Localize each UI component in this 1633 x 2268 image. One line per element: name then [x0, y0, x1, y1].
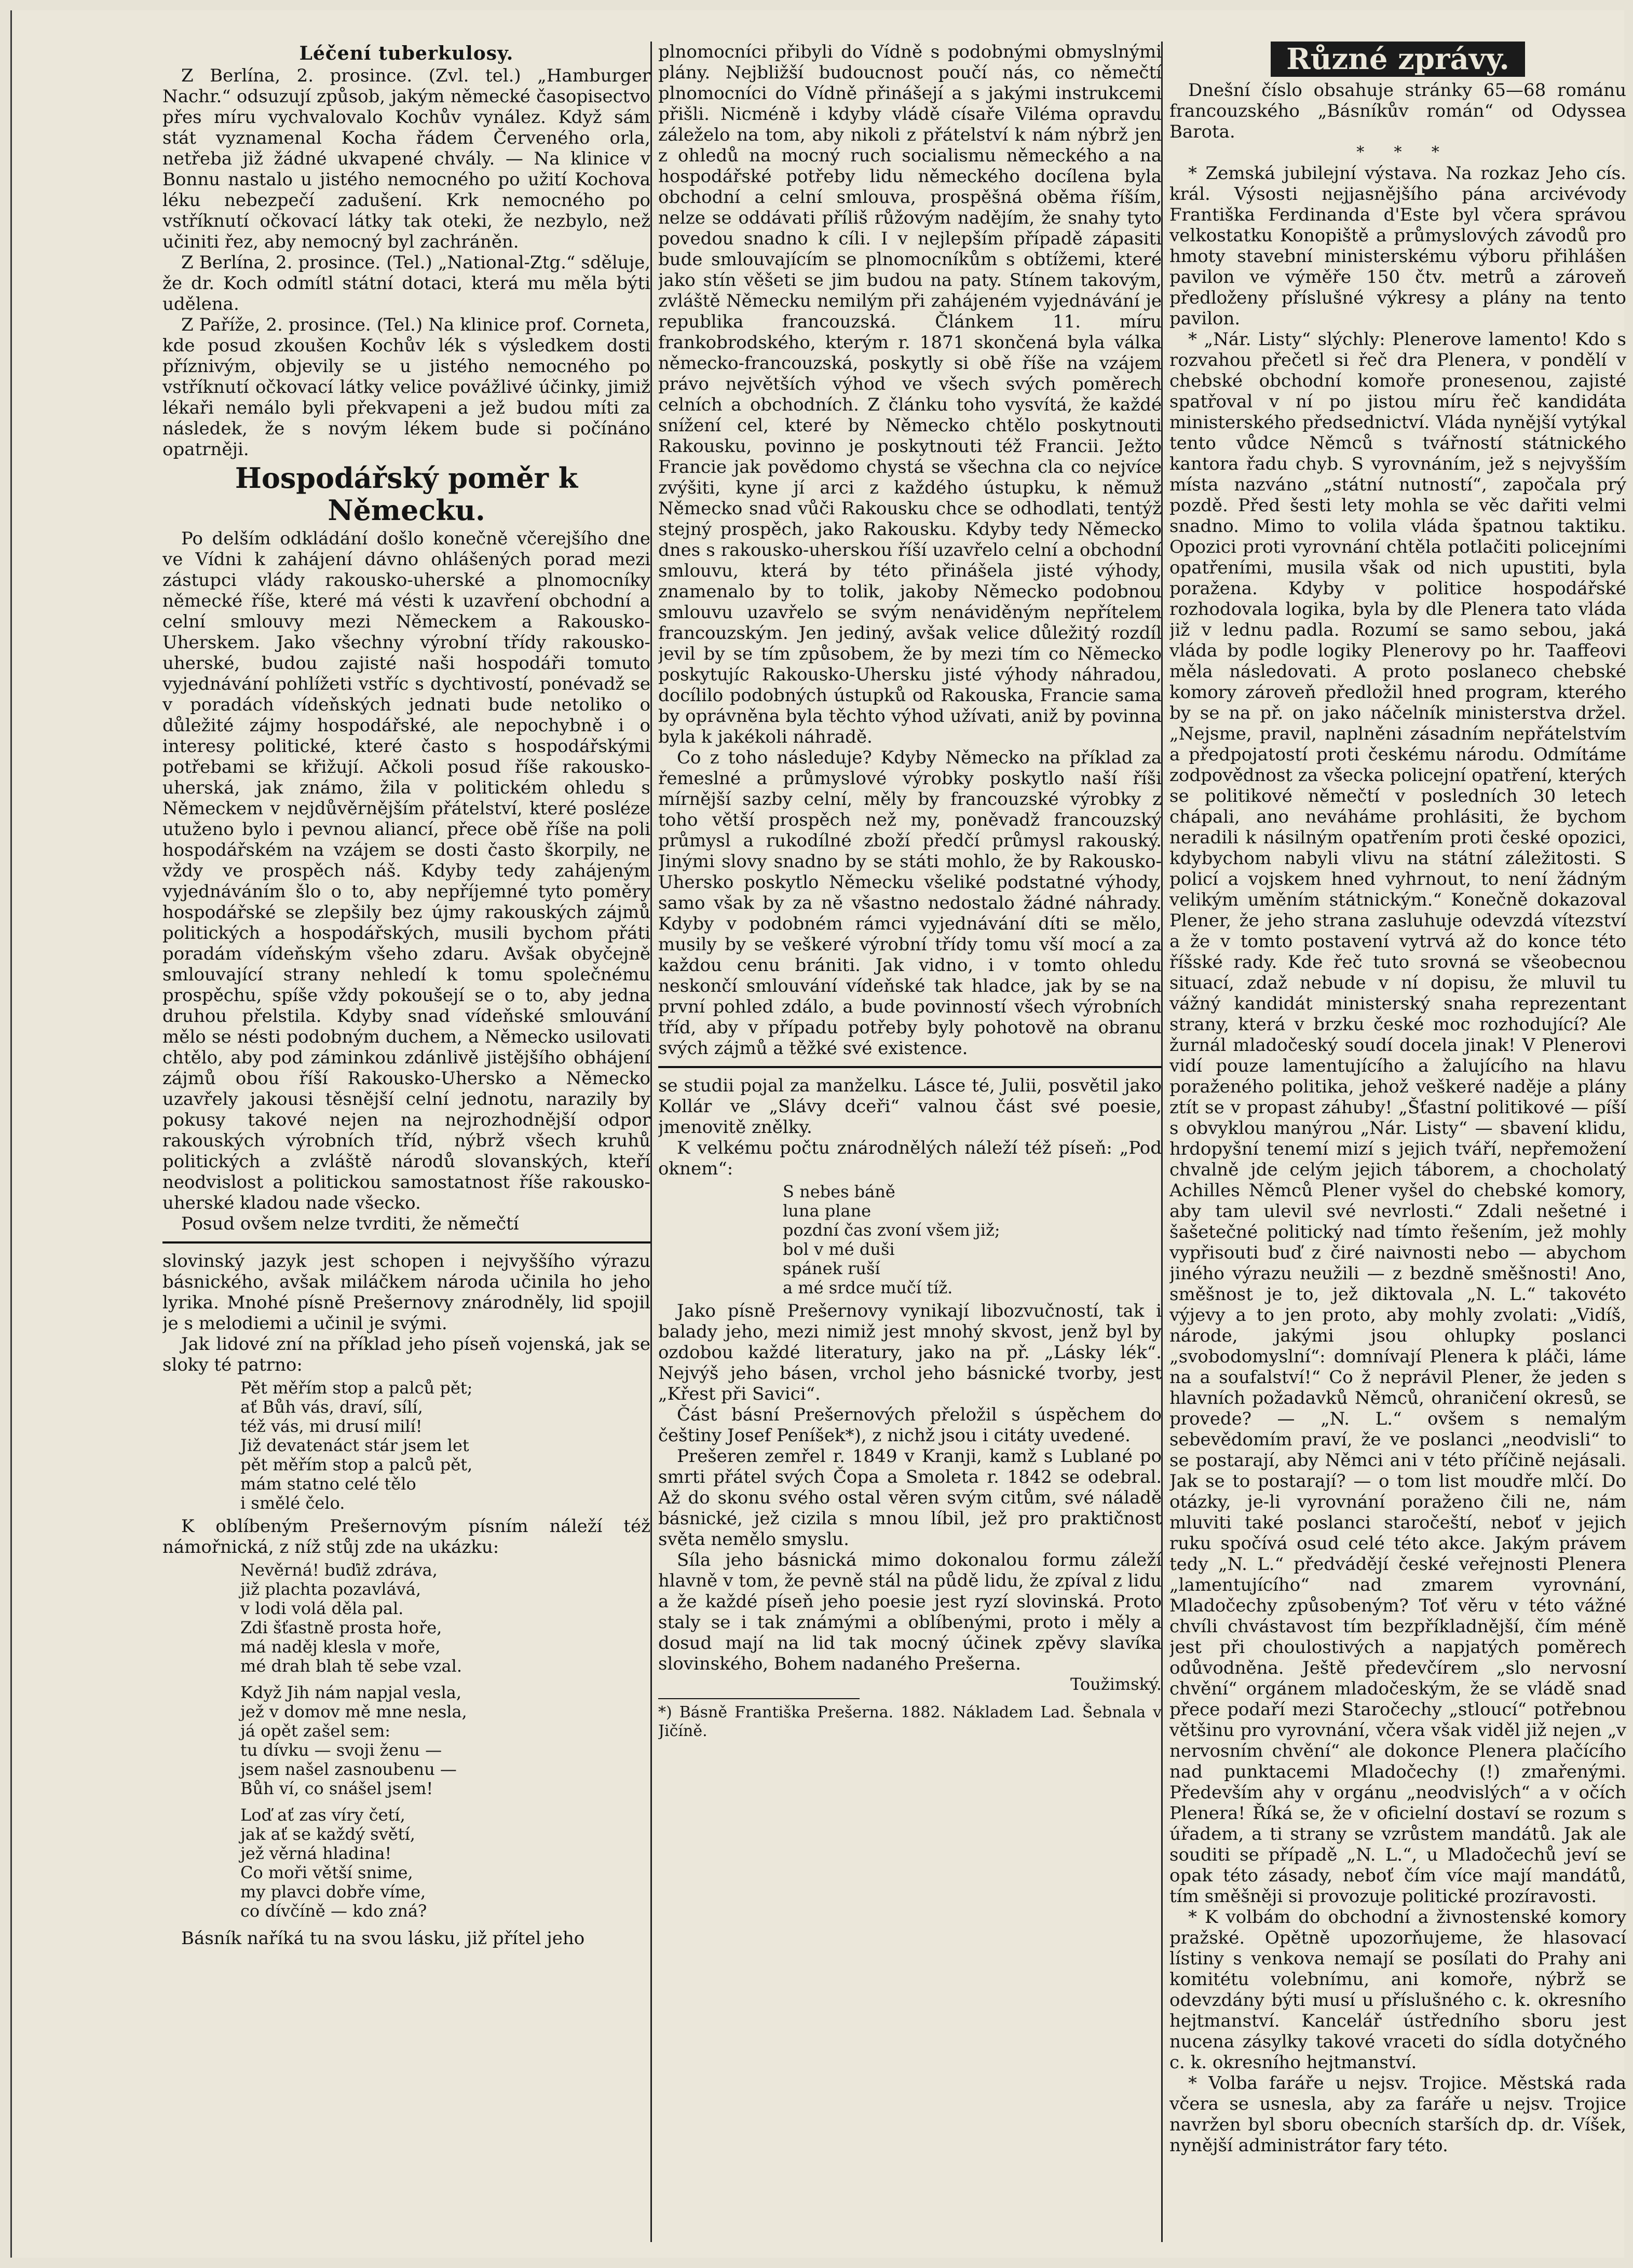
poem-line: pozdní čas zvoní všem již;: [783, 1220, 1000, 1240]
poem-line: Zdi šťastně prosta hoře,: [240, 1618, 442, 1637]
poem-line: již plachta pozavlává,: [240, 1579, 421, 1599]
heading-razne-zpravy-block: [1169, 42, 1626, 77]
article-paragraph: se studii pojal za manželku. Lásce té, Julii, posvětil jako Kollár ve „Slávy dceři“ valnou část své poesie, jmenovitě znělky.: [658, 1075, 1162, 1138]
article-paragraph: Z Berlína, 2. prosince. (Tel.) „National-Ztg.“ sděluje, že dr. Koch odmítl státní dotaci, která mu měla býti udělena.: [162, 252, 650, 315]
poem-line: Bůh ví, co snášel jsem!: [240, 1779, 433, 1798]
section-rule: [162, 1241, 650, 1244]
news-item: * K volbám do obchodní a živnostenské komory pražské. Opětně upozorňujeme, že hlasovací lístiny s venkova nemají se posílati do Prahy ani komitétu volebnímu, ani komoře, nýbrž se odevzdány býti musí u příslušného c. k. okresního hejtmanství. Kancelář ústředního sboru jest nucena zásylky takové vraceti do sídla dotyčného c. k. okresního hejtmanství.: [1169, 1907, 1626, 2073]
poem-line: Pět měřím stop a palců pět;: [240, 1378, 473, 1398]
news-item: * Zemská jubilejní výstava. Na rozkaz Jeho cís. král. Výsosti nejjasnějšího pána arcivévody Františka Ferdinanda d'Este byl včera správou velkostatku Konopiště a průmyslových závodů pro hmoty stavební ministerskému výboru přihlášen pavilon ve výměře 150 čtv. metrů a zároveň předloženy příslušné výkresy a plány na tento pavilon.: [1169, 163, 1626, 329]
poem-line: mé drah blah tě sebe vzal.: [240, 1656, 462, 1676]
author-signature: Toužimský.: [1070, 1674, 1162, 1694]
article-paragraph: K velkému počtu znárodnělých náleží též píseň: „Pod oknem“:: [658, 1138, 1162, 1179]
poem-line: mám statno celé tělo: [240, 1474, 416, 1494]
footnote: *) Básně Františka Prešerna. 1882. Nákladem Lad. Šebnala v Jičíně.: [658, 1703, 1162, 1740]
column-right: [1169, 42, 1626, 2247]
article-paragraph: Posud ovšem nelze tvrditi, že němečtí: [181, 1213, 519, 1234]
poem-line: pět měřím stop a palců pět,: [240, 1455, 473, 1474]
article-paragraph: Část básní Prešernových přeložil s úspěchem do češtiny Josef Peníšek*), z nichž jsou i citáty uvedené.: [658, 1404, 1162, 1446]
poem-line: jež věrná hladina!: [240, 1843, 392, 1863]
poem-line: my plavci dobře víme,: [240, 1882, 426, 1902]
poem-line: co dívčíně — kdo zná?: [240, 1901, 427, 1921]
news-item: * „Nár. Listy“ slýchly: Plenerove lamento! Kdo s rozvahou přečetl si řeč dra Plenera, v pondělí v chebské obchodní komoře pronesenou, zajisté spatřoval v ní po jistou míru řeč kandidáta ministerského předsednictví. Vláda nynější vytýkal tento vůdce Němců s tvářností státnického kantora řadu chyb. S vyrovnáním, jež s nejvyšším místa nazváno „státní nutností“, započala prý pozdě. Před šesti lety mohla se věc dařiti velmi snadno. Mimo to volila vláda špatnou taktiku. Opozici proti vyrovnání chtěla potlačiti policejními opatřeními, musila však od nich upustiti, byla poražena. Kdyby v politice hospodářské rozhodovala logika, byla by dle Plenera tato vláda již v lednu padla. Rozumí se samo sebou, jaká vláda by podle logiky Plenerovy po hr. Taaffeovi měla následovati. A proto poslaneco chebské komory zároveň předložil hned program, kterého by se na př. on jako náčelník ministerstva držel. „Nejsme, pravil, naplněni zásadním nepřátelstvím a předpojatostí proti českému národu. Odmítáme zodpovědnost za všecka policejní opatření, kterých se politikové němečtí v posledních 30 letech chápali, ano neváháme prohlásiti, že bychom neradili k násilným opatřením proti české opozici, kdybychom nabyli vlivu na státní záležitosti. S policí a vojskem hned vyhrnout, to není žádným velikým uměním státnickým.“ Konečně dokazoval Plener, že jeho strana zasluhuje odevzdá vítezství a že v tomto postavení vytrvá až do konce této říšské rady. Kde řeč tuto srovná se všeobecnou situací, zdaž nebude v ní dopisu, že mluvil tu vážný kandidát ministerský snaha reprezentant strany, která v brzku české moc rozhodující? Ale žurnál mladočeský soudí docela jinak! V Plenerovi vidí pouze lamentujícího a žalujícího na hlavu poraženého politika, jehož veškeré naděje a plány ztít se v propast záhuby! „Šťastní politikové — píší s obvyklou manýrou „Nár. Listy“ — sbavení klidu, hrdopyšní tenemí mizí s jejich tváří, nepřemožení chvalně jde celým jejich táborem, a chocholatý Achilles Němců Plener vyšel do chebské komory, aby tam ulevil své nevrlosti.“ Zdali nešetné i šašetečné politický nad tímto řešením, jež mohly vypřisouti buď z čiré naivnosti nebo — abychom jiného výrazu neužili — z bezdně směšnosti! Ano, směšnost je to, jež diktovala „N. L.“ takovéto výjevy a to jen proto, aby mohly zvolati: „Vidíš, národe, jakými jsou ohlupky poslanci „svobodomyslní“: domnívají Plenera k pláči, láme na a soufalství!“ Co ž neprávil Plener, že jeden s hlavních požadavků Němců, ohraničení okresů, se provede? — „N. L.“ ovšem s nemalým sebevědomím praví, že ve poslanci „neodvisli“ to se postarají, aby Němci ani v této příčině nejásali. Jak se to postarají? — o tom list moudře mlčí. Do otázky, je-li vyrovnání poraženo čili ne, nám mluviti také poslanci staročeští, neboť v jejich ruku spočívá osud celé této akce. Jakým právem tedy „N. L.“ předvádějí české veřejnosti Plenera „lamentujícího“ nad zmarem vyrovnání, Mladočechy způsobeným? Toť věru v této vážné chvíli chvástavost tím bezpříkladnější, čím méně jest při choulostivých a napjatých poměrech odůvodněna. Ještě předevčírem „slo nervosní chvění“ orgánem mladočeským, že se vládě snad přece podaří mezi Staročechy „stloucí“ potřebnou většinu pro vyrovnání, včera však viděl již nejen „v nervosním chvění“ ale dokonce Plenera plačícího nad punktacemi Mladočechy (!) zmařenými. Především ahy v orgánu „neodvislých“ a v očích Plenera! Říká se, že v oficielní dostaví se rozum s úřadem, a ti strany se vzrůstem mandátů. Jak ale souditi se případě „N. L.“, u Mladočechů jeví se opak této zásady, neboť čím více mají mandátů, tím směšněji si provozuje politické prozíravosti.: [1169, 329, 1626, 1907]
poem-line: Loď ať zas víry četí,: [240, 1805, 405, 1825]
poem-line: jsem našel zasnoubenu —: [240, 1759, 457, 1779]
article-paragraph: Jak lidové zní na příklad jeho píseň vojenská, jak se sloky té patrno:: [162, 1334, 650, 1375]
poem-vojenska: [240, 1378, 650, 1513]
section-rule: [658, 1066, 1162, 1068]
poem-line: bol v mé duši: [783, 1239, 895, 1259]
poem-line: Co moři větší snime,: [240, 1863, 413, 1882]
article-paragraph: Básník naříká tu na svou lásku, již přítel jeho: [181, 1928, 585, 1949]
article-paragraph: Co z toho následuje? Kdyby Německo na příklad za řemeslné a průmyslové výrobky poskytlo naší říši mírnější sazby celní, měly by francouzské výrobky z toho větší prospěch než my, poněvadž francouzský průmysl a rukodílné zboží předčí průmysl rakouský. Jinými slovy snadno by se státi mohlo, že by Rakousko-Uhersko poskytlo Německu všeliké podstatné výhody, samo však by za ně všastno nedostalo žádné náhrady. Kdyby v podobném rámci vyjednávání díti se mělo, musily by se veškeré výrobní třídy tomu vší mocí a za každou cenu brániti. Jak vidno, i v tomto ohledu neskončí smlouvání vídeňské tak hladce, jak by se na první pohled zdálo, a bude povinností všech výrobních tříd, aby v případu potřeby byly pohotově na obranu svých zájmů a těžké své existence.: [658, 747, 1162, 1059]
article-paragraph: plnomocníci přibyli do Vídně s podobnými obmyslnými plány. Nejbližší budoucnost poučí nás, co němečtí plnomocníci do Vídně přinášejí a s jakými instrukcemi přišli. Nicméně i kdyby vládě císaře Viléma opravdu záleželo na tom, aby nikoli z přátelství k nám nýbrž jen z ohledů na mocný ruch socialismu německého a na hospodářské potřeby lidu německého docílena byla obchodní a celní smlouva, prospěšná oběma říším, nelze se oddávati příliš růžovým nadějím, že snahy tyto povedou snadno k cíli. I v nejlepším případě zápasiti bude smlouvajícím se plnomocníkům s obtížemi, které jako stín věšeti se jim budou na paty. Stínem takovým, zvláště Německu nemilým při zahájeném vyjednávání je republika francouzská. Článkem 11. míru frankobrodského, kterým r. 1871 skončená byla válka německo-francouzská, poskytly si obě říše na vzájem právo největších výhod ve všech svých poměrech celních a obchodních. Z článku toho vysvítá, že každé snížení cel, které by Německo chtělo poskytnouti Rakousku, povinno je poskytnouti též Francii. Ježto Francie jak povědomo chystá se všechna cla co nejvíce zvýšiti, kyne jí arci z každého ústupku, k němuž Německo snad vůči Rakousku chce se odhodlati, tentýž stejný prospěch, jako Rakousku. Kdyby tedy Německo dnes s rakousko-uherskou říší uzavřelo celní a obchodní smlouvu, která by této přinášela jisté výhody, znamenalo by to tolik, jakoby Německo podobnou smlouvu uzavřelo se svým nenáviděným nepřítelem francouzským. Jen jediný, avšak velice důležitý rozdíl jevil by se tím způsobem, že by mezi tím co Německo poskytujíc Rakousko-Uhersku jisté výhody náhradou, docílilo podobných ústupků od Rakouska, Francie sama by oprávněna byla těchto výhod užívati, aniž by povinna byla k jakékoli náhradě.: [658, 42, 1162, 747]
poem-line: tu dívku — svoji ženu —: [240, 1740, 442, 1760]
article-paragraph: Z Berlína, 2. prosince. (Zvl. tel.) „Hamburger Nachr.“ odsuzují způsob, jakým německé časopisectvo přes míru vychvalovalo Kochův vynález. Když sám stát vyznamenal Kocha řádem Červeného orla, netřeba již žádné ukvapené chvály. — Na klinice v Bonnu nastalo u jistého nemocného po užití Kochova léku nebezpečí zadušení. Krk nemocného po vstříknutí očkovací látky tak oteki, že nezbylo, než učiniti řez, aby nemocný byl zachráněn.: [162, 65, 650, 252]
poem-line: luna plane: [783, 1201, 872, 1221]
poem-pod-oknem: [783, 1182, 1162, 1297]
article-paragraph: Jako písně Prešernovy vynikají libozvučností, tak i balady jeho, mezi nimiž jest mnohý skvost, jenž byl by ozdobou každé literatury, jako na př. „Lásky lék“. Nejvýš jeho básen, vrchol jeho básnické tvorby, jest „Křest při Savici“.: [658, 1301, 1162, 1404]
news-item: * Volba faráře u nejsv. Trojice. Městská rada včera se usnesla, aby za faráře u nejsv. Trojice navržen byl sboru obecních starších dp. dr. Víšek, nynější administrátor fary této.: [1169, 2073, 1626, 2156]
poem-line: S nebes báně: [783, 1182, 895, 1201]
poem-line: a mé srdce mučí tíž.: [783, 1278, 953, 1297]
poem-line: má naděj klesla v moře,: [240, 1637, 441, 1657]
heading-hospodarsky-pomer: Hospodářský poměr k Německu.: [235, 461, 578, 527]
column-rule: [650, 42, 652, 2242]
article-paragraph: Z Paříže, 2. prosince. (Tel.) Na klinice prof. Corneta, kde posud zkoušen Kochův lék s výsledkem dosti příznivým, objevily se u jistého nemocného po vstříknutí očkovací látky velice povážlivé účinky, jimiž lékaři nemálo byli překvapeni a jež budou míti za následek, že s novým lékem bude si počínáno opatrněji.: [162, 315, 650, 460]
heading-tuberkulosa: Léčení tuberkulosy.: [299, 43, 514, 64]
poem-namornicka: [240, 1561, 650, 1921]
article-paragraph: Prešeren zemřel r. 1849 v Kranji, kamž s Lublané po smrti přátel svých Čopa a Smoleta r. 1842 se odebral. Až do skonu svého ostal věren svým citům, své náladě básnické, jež cizila s mnou líbil, jež pro praktičnost světa nemělo smyslu.: [658, 1446, 1162, 1550]
poem-line: ať Bůh vás, draví, sílí,: [240, 1397, 423, 1417]
poem-line: Již devatenáct stár jsem let: [240, 1436, 469, 1455]
poem-line: jak ať se každý světí,: [240, 1824, 415, 1844]
separator-stars: * * *: [1356, 143, 1439, 161]
column-middle: [658, 42, 1162, 2247]
poem-line: já opět zašel sem:: [240, 1721, 391, 1741]
poem-line: též vás, mi drusí milí!: [240, 1416, 423, 1436]
footnote-rule: [658, 1698, 860, 1699]
poem-line: i smělé čelo.: [240, 1493, 345, 1513]
poem-line: jež v domov mě mne nesla,: [240, 1702, 467, 1722]
news-item: Dnešní číslo obsahuje stránky 65—68 románu francouzského „Básníkův román“ od Odyssea Barota.: [1169, 80, 1626, 142]
article-paragraph: slovinský jazyk jest schopen i nejvyššího výrazu básnického, avšak miláčkem národa učinila ho jeho lyrika. Mnohé písně Prešernovy znárodněly, lid spojil je s melodiemi a učinil je svými.: [162, 1251, 650, 1334]
article-paragraph: Síla jeho básnická mimo dokonalou formu záleží hlavně v tom, že pevně stál na půdě lidu, že zpíval z lidu a že každé píseň jeho poesie jest ryzí slovinská. Proto staly se i tak známými a oblíbenými, proto i měly a dosud mají na lid tak mocný účinek zpěvy slavíka slovinského, Bohem nadaného Prešerna.: [658, 1550, 1162, 1674]
poem-line: spánek ruší: [783, 1259, 880, 1278]
poem-line: Nevěrná! buďiž zdráva,: [240, 1560, 438, 1580]
column-left: [162, 42, 650, 2247]
article-paragraph: K oblíbeným Prešernovým písním náleží též námořnická, z níž stůj zde na ukázku:: [162, 1516, 650, 1557]
newspaper-page: [10, 10, 1624, 2258]
article-paragraph: Po delším odkládání došlo konečně včerejšího dne ve Vídni k zahájení dávno ohlášených porad mezi zástupci vlády rakousko-uherské a plnomocníky německé říše, které má vésti k uzavření obchodní a celní smlouvy mezi Německem a Rakousko-Uherskem. Jako všechny výrobní třídy rakousko-uherské, budou zajisté naši hospodáři tomuto vyjednávání pohlížeti vstříc s dychtivostí, ponévadž se v poradách vídeňských jednati bude netoliko o důležité zájmy hospodářské, ale nepochybně i o interesy politické, které často s hospodářskými potřebami se křižují. Ačkoli posud říše rakousko-uherská, jak známo, žila v politickém ohledu s Německem v nejdůvěrnějším přátelství, které posléze utuženo bylo i pevnou aliancí, přece obě říše na poli hospodářském na vzájem se dosti často škorpily, ne vždy ve prospěch náš. Kdyby tedy zahájeným vyjednáváním šlo o to, aby nepříjemné tyto poměry hospodářské se zlepšily bez újmy rakouských zájmů politických a hospodářských, musili bychom přáti poradám vídeňským všeho zdaru. Avšak obyčejně smlouvající strany nehledí k tomu společnému prospěchu, spíše vždy pokoušejí se o to, aby jedna druhou přelstila. Kdyby snad vídeňské smlouvání mělo se nésti podobným duchem, a Německo usilovati chtělo, aby pod záminkou zdánlivě jistějšího obhájení zájmů obou říší Rakousko-Uhersko a Německo uzavřely jakousi těsnější celní jednotu, narazily by pokusy takové nejen na nejrozhodnější odpor rakouských výrobních tříd, nýbrž všech kruhů politických a zvláště národů slovanských, kteří neodvislost a politickou samostatnost říše rakousko-uherské kladou nade všecko.: [162, 528, 650, 1213]
poem-line: v lodi volá děla pal.: [240, 1598, 404, 1618]
poem-line: Když Jih nám napjal vesla,: [240, 1683, 462, 1702]
heading-razne-zpravy: Různé zprávy.: [1271, 42, 1525, 77]
